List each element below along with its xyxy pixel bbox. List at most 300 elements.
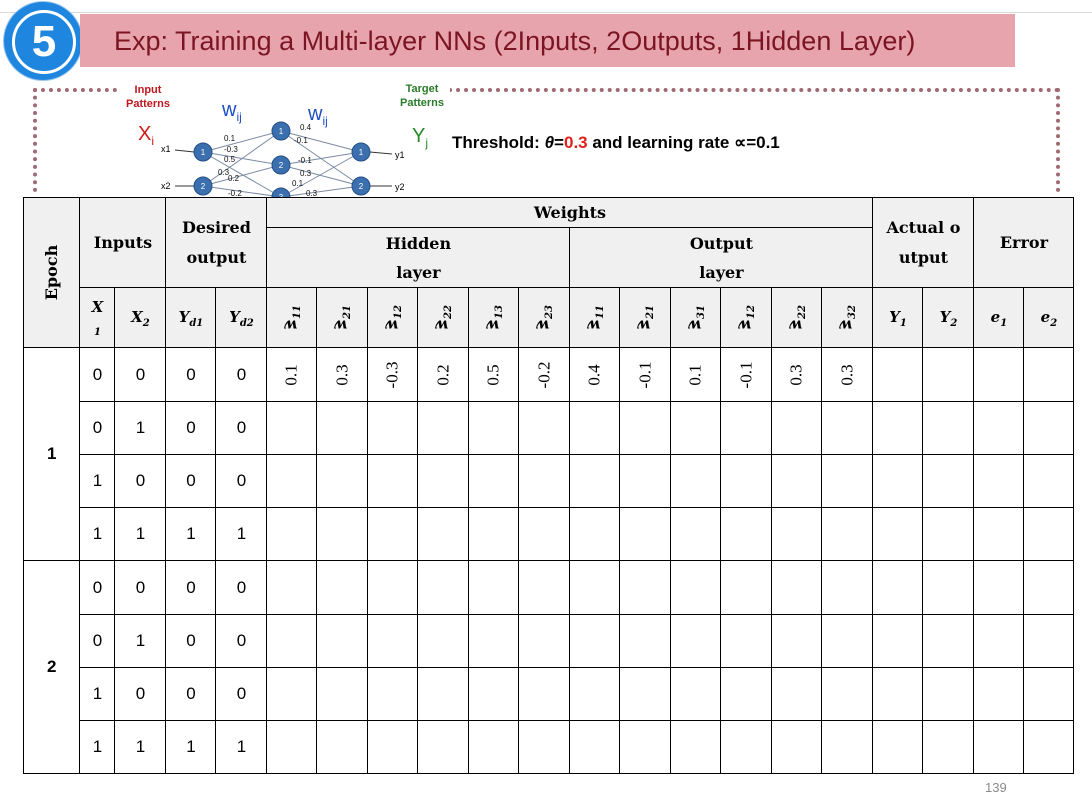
x1-cell: 1 [80,668,115,721]
error-e1-cell [974,561,1024,615]
weight-header-sub: 22 [796,304,808,319]
weight-header-base: w [435,315,449,334]
e2-header-sub: 2 [1050,317,1058,329]
yj-sub: j [425,136,429,150]
actual-y2-cell [923,721,974,774]
hidden-layer-header: Hidden layer [267,228,570,288]
actual-y1-cell [873,615,923,668]
yd2-cell: 0 [216,348,267,402]
wij-2-base: w [308,103,323,125]
output-weight-cell [570,455,620,508]
weight-header-base: w [839,315,853,334]
output-weight-cell [620,455,671,508]
hidden-weight-cell [368,668,418,721]
actual-y1-cell [873,721,923,774]
x1-cell: 0 [80,561,115,615]
table-row [24,615,1074,668]
hidden-weight-cell [519,455,570,508]
x2-cell: 1 [115,508,166,561]
x1-cell: 1 [80,721,115,774]
x2-cell: 0 [115,348,166,402]
output-weight: 0.3 [306,189,318,198]
input-patterns-line1: Input [134,84,162,96]
error-e1-cell [974,721,1024,774]
hidden-weight-cell [368,615,418,668]
weight-header-base: w [334,315,348,334]
x2-cell: 1 [115,721,166,774]
hidden-weight-cell [469,455,519,508]
x1-header-sub: 1 [93,327,101,338]
output-weight-cell [671,348,721,402]
threshold-prefix: Threshold: [452,133,545,152]
x2-cell: 1 [115,615,166,668]
output-weight-cell [721,615,772,668]
hidden-weight-cell [267,348,317,402]
table-row [24,668,1074,721]
hidden-weight-cell [519,402,570,455]
x2-header-sub: 2 [142,317,150,329]
slide-title: Exp: Training a Multi-layer NNs (2Inputs, 2Outputs, 1Hidden Layer) [114,26,916,56]
yd1-cell: 0 [166,402,216,455]
x1-cell: 0 [80,348,115,402]
input-weight: -0.2 [228,189,242,198]
threshold-value: 0.3 [563,133,588,152]
error-e2-cell [1024,402,1074,455]
table-row [24,508,1074,561]
weight-header-base: w [637,315,651,334]
weight-value: -0.2 [534,361,554,388]
x2-cell: 0 [115,561,166,615]
output-weight-cell [570,615,620,668]
actual-y1-cell [873,348,923,402]
weight-header-base: w [384,315,398,334]
output-weight-labels [292,123,318,198]
output-weight-header [620,288,671,348]
table-row [24,721,1074,774]
output-weight-cell [721,402,772,455]
weight-value: 0.3 [786,363,806,386]
wij-2-sub: ij [322,114,328,128]
hidden-weight-cell [368,721,418,774]
x1-cell: 1 [80,455,115,508]
yd1-cell: 1 [166,721,216,774]
weight-value: 0.1 [685,363,705,386]
y1-header-sub: 1 [899,317,907,329]
hidden-weight-cell [267,615,317,668]
weight-value: 0.5 [483,363,503,386]
x1-cell: 0 [80,615,115,668]
x1-cell: 1 [80,508,115,561]
hidden-weight-cell [519,668,570,721]
weight-value: -0.1 [736,361,756,388]
output-weight-cell [822,348,873,402]
actual-y2-cell [923,668,974,721]
hidden-weight-cell [317,455,368,508]
weight-value: -0.1 [635,361,655,388]
xi-base: X [138,123,152,145]
actual-y2-cell [923,348,974,402]
weight-header-sub: 11 [291,304,303,319]
output-weight-cell [721,455,772,508]
hidden-weight-cell [418,402,469,455]
table-row [24,402,1074,455]
hidden-node-label: 2 [278,161,284,170]
actual-y2-cell [923,615,974,668]
output-weight-cell [671,721,721,774]
x2-label: x2 [161,181,171,191]
hidden-weight-header [368,288,418,348]
hidden-weight-cell [519,508,570,561]
actual-y2-cell [923,561,974,615]
y2-header-base: Y [939,307,951,326]
output-weight-cell [721,508,772,561]
output-weight-header [671,288,721,348]
weight-header-base: w [687,315,701,334]
y1-arrow [370,152,392,154]
hidden-weight-cell [317,615,368,668]
y1-header [873,288,923,348]
yd2-cell: 1 [216,721,267,774]
error-e1-cell [974,455,1024,508]
epoch-cell: 1 [24,348,80,561]
yd2-cell: 0 [216,402,267,455]
output-weight-cell [822,615,873,668]
hidden-weight-cell [317,561,368,615]
input-weight: 0.5 [224,155,236,164]
weight-value: 0.4 [584,363,604,386]
target-patterns-line2: Patterns [399,97,445,109]
hidden-weight-cell [317,348,368,402]
error-e2-cell [1024,348,1074,402]
e1-header-base: e [990,307,1001,326]
hidden-weight-cell [368,402,418,455]
x1-header-base: X [91,298,104,316]
wij-label-1 [221,99,242,124]
output-weight-cell [671,615,721,668]
weight-header-sub: 22 [442,304,454,319]
target-patterns-line1: Target [405,83,439,95]
actual-y2-cell [923,402,974,455]
network-diagram-svg [120,80,450,208]
hidden-weight-cell [519,561,570,615]
error-e1-cell [974,402,1024,455]
hidden-weight-cell [469,615,519,668]
e1-header-sub: 1 [1000,317,1008,329]
output-weight: 0.4 [300,123,312,132]
x1-cell: 0 [80,402,115,455]
output-weight-cell [721,721,772,774]
output-weight-cell [772,402,822,455]
y1-label: y1 [395,150,405,160]
threshold-text [452,133,780,153]
input-weight: -0.3 [224,145,238,154]
target-patterns-label [400,83,444,109]
input-node-label: 1 [200,148,206,157]
output-weight-cell [620,348,671,402]
weight-value: 0.3 [332,363,352,386]
yd2-header-base: Y [229,307,240,326]
yd1-cell: 0 [166,668,216,721]
title-bar [80,14,1015,67]
hidden-weight-cell [317,402,368,455]
hidden-weight-cell [267,455,317,508]
hidden-weight-header [267,288,317,348]
hidden-weight-cell [418,668,469,721]
e2-header [1024,288,1074,348]
page-number: 139 [985,780,1007,795]
yd2-cell: 0 [216,668,267,721]
x1-header [80,288,115,348]
output-weight-header [570,288,620,348]
yj-label [412,125,428,150]
hidden-weight-header [469,288,519,348]
yd1-header-sub: d1 [189,317,204,329]
hidden-weight-cell [267,561,317,615]
output-weight-cell [620,668,671,721]
output-weight: -0.1 [298,156,312,165]
output-weight-cell [620,402,671,455]
table-row [24,561,1074,615]
y2-header-sub: 2 [950,317,958,329]
output-weight-cell [822,561,873,615]
threshold-equals: = [554,133,564,152]
output-weight-header [822,288,873,348]
output-weight-cell [671,561,721,615]
hidden-node-label: 1 [278,127,284,136]
yd1-cell: 0 [166,561,216,615]
input-weight: 0.2 [228,174,240,183]
output-weight-cell [721,348,772,402]
hidden-weight-header [418,288,469,348]
input-hidden-connections [200,131,281,197]
epoch-header-text: Epoch [42,244,62,301]
yd2-cell: 1 [216,508,267,561]
actual-y1-cell [873,561,923,615]
actual-y1-cell [873,508,923,561]
e1-header [974,288,1024,348]
weight-header-base: w [586,315,600,334]
yj-base: Y [412,125,426,147]
actual-y1-cell [873,402,923,455]
desired-output-header: Desired output [166,198,267,288]
output-weight-cell [822,455,873,508]
output-weight-cell [721,668,772,721]
threshold-middle: and learning rate [587,133,735,152]
hidden-weight-cell [469,668,519,721]
output-layer-header: Output layer [570,228,873,288]
hidden-weight-header [317,288,368,348]
output-weight-cell [570,561,620,615]
error-e2-cell [1024,561,1074,615]
output-weight-cell [721,561,772,615]
weight-header-sub: 32 [846,304,858,319]
output-weight-cell [620,721,671,774]
x2-cell: 1 [115,402,166,455]
wij-1-base: w [222,99,237,121]
hidden-weight-cell [469,508,519,561]
output-weight-header [721,288,772,348]
hidden-weight-cell [317,721,368,774]
input-node-label: 2 [200,182,206,191]
yd2-header [216,288,267,348]
y2-label: y2 [395,182,405,192]
network-diagram [120,80,450,208]
x1-arrow [175,150,194,152]
epoch-cell: 2 [24,561,80,774]
epoch-header [24,198,80,348]
yd2-cell: 0 [216,615,267,668]
table-row [24,455,1074,508]
output-weight-cell [671,508,721,561]
weight-header-sub: 12 [745,304,757,319]
error-e1-cell [974,348,1024,402]
weight-header-base: w [283,315,297,334]
x2-cell: 0 [115,668,166,721]
output-weight-cell [822,668,873,721]
actual-output-header: Actual o utput [873,198,974,288]
output-weight-cell [620,508,671,561]
hidden-weight-cell [519,348,570,402]
hidden-weight-cell [317,508,368,561]
hidden-weight-cell [418,561,469,615]
output-weight-cell [772,455,822,508]
yd1-header-base: Y [178,307,190,326]
x2-header-base: X [131,307,143,326]
hidden-weight-cell [368,561,418,615]
hidden-weight-cell [418,721,469,774]
training-table [23,197,1074,774]
hidden-weight-cell [368,508,418,561]
hidden-weight-cell [267,508,317,561]
output-weight-cell [671,668,721,721]
output-weight-cell [570,668,620,721]
table-row [24,348,1074,402]
actual-y2-cell [923,508,974,561]
xi-sub: i [151,134,155,148]
output-weight-cell [772,348,822,402]
weight-header-sub: 31 [695,304,707,319]
weight-header-sub: 23 [543,304,555,319]
output-weight-cell [772,721,822,774]
output-weight-cell [570,402,620,455]
hidden-weight-header [519,288,570,348]
output-weight-cell [772,561,822,615]
output-weight-cell [570,508,620,561]
weight-header-base: w [788,315,802,334]
error-e1-cell [974,668,1024,721]
output-weight-cell [772,508,822,561]
input-weight: 0.1 [224,134,236,143]
weight-header-sub: 11 [594,304,606,319]
hidden-weight-cell [418,348,469,402]
weight-value: 0.1 [281,363,301,386]
error-e2-cell [1024,508,1074,561]
yd1-cell: 0 [166,455,216,508]
error-e2-cell [1024,668,1074,721]
hidden-weight-cell [469,348,519,402]
hidden-weight-cell [267,402,317,455]
hidden-weight-cell [469,721,519,774]
weight-header-sub: 13 [493,304,505,319]
weight-value: 0.3 [837,363,857,386]
error-e1-cell [974,615,1024,668]
hidden-weight-cell [418,508,469,561]
output-weight-cell [822,402,873,455]
hidden-weight-cell [469,402,519,455]
theta-symbol: θ [544,133,555,152]
top-divider [0,12,1092,13]
actual-y1-cell [873,668,923,721]
weight-value: 0.2 [433,363,453,386]
output-weight-cell [671,455,721,508]
hidden-weight-cell [519,721,570,774]
weight-header-sub: 12 [392,304,404,319]
output-weight-cell [570,348,620,402]
hidden-weight-cell [418,615,469,668]
hidden-weight-cell [368,348,418,402]
hidden-weight-cell [267,721,317,774]
input-patterns-label [126,84,170,110]
yd1-cell: 1 [166,508,216,561]
yd2-cell: 0 [216,561,267,615]
error-e2-cell [1024,721,1074,774]
output-weight: 0.1 [292,179,304,188]
hidden-weight-cell [368,455,418,508]
x2-header [115,288,166,348]
hidden-weight-cell [418,455,469,508]
output-weight-cell [772,668,822,721]
actual-y1-cell [873,455,923,508]
y2-header [923,288,974,348]
hidden-weight-cell [317,668,368,721]
output-weight-cell [772,615,822,668]
output-weight-cell [620,561,671,615]
output-weight: 0.3 [300,169,312,178]
yd1-cell: 0 [166,348,216,402]
weights-header: Weights [267,198,873,228]
x2-cell: 0 [115,455,166,508]
e2-header-base: e [1040,307,1051,326]
yd2-header-sub: d2 [239,317,254,329]
error-e2-cell [1024,615,1074,668]
y1-header-base: Y [889,307,900,326]
x1-label: x1 [161,144,171,154]
hidden-weight-cell [267,668,317,721]
badge-number: 5 [12,10,76,74]
weight-header-sub: 21 [644,304,656,319]
input-patterns-line2: Patterns [125,98,171,110]
yd1-cell: 0 [166,615,216,668]
weight-header-sub: 21 [341,304,353,319]
actual-y2-cell [923,455,974,508]
weight-header-base: w [738,315,752,334]
weight-header-base: w [485,315,499,334]
error-e2-cell [1024,455,1074,508]
error-header: Error [974,198,1074,288]
yd2-cell: 0 [216,455,267,508]
weight-header-base: w [536,315,550,334]
learning-rate-value: ∝=0.1 [734,133,780,152]
output-weight-cell [822,508,873,561]
weight-value: -0.3 [382,361,402,388]
wij-1-sub: ij [236,110,242,124]
output-weight-cell [620,615,671,668]
hidden-weight-cell [469,561,519,615]
hidden-weight-cell [519,615,570,668]
inputs-header: Inputs [80,198,166,288]
output-node-label: 1 [358,148,364,157]
output-weight: -0.1 [294,136,308,145]
